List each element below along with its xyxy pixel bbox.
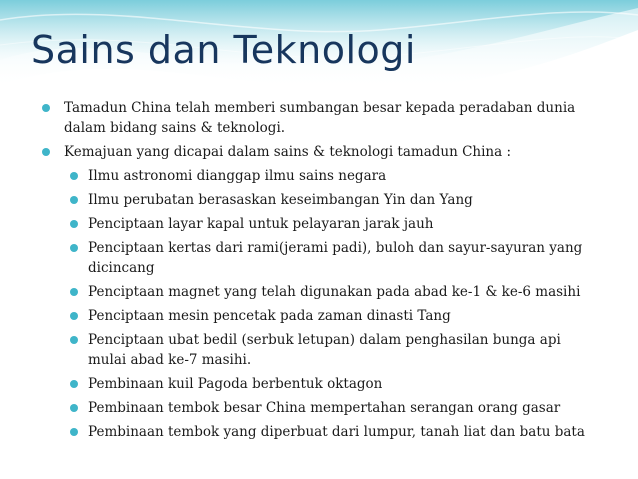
bullet-item: [0, 398, 638, 418]
bullet-icon: [70, 428, 78, 436]
bullet-icon: [70, 404, 78, 412]
bullet-item: [0, 282, 638, 302]
bullet-text: Penciptaan magnet yang telah digunakan pada abad ke-1 & ke-6 masihi: [88, 284, 581, 300]
bullet-text: Tamadun China telah memberi sumbangan besar kepada peradaban dunia dalam bidang sains & teknologi.: [64, 100, 576, 136]
bullet-text: Pembinaan tembok yang diperbuat dari lumpur, tanah liat dan batu bata: [88, 424, 585, 440]
bullet-item: [0, 166, 638, 186]
bullet-text: Ilmu perubatan berasaskan keseimbangan Yin dan Yang: [88, 192, 473, 208]
bullet-icon: [70, 312, 78, 320]
bullet-icon: [70, 172, 78, 180]
bullet-text: Pembinaan kuil Pagoda berbentuk oktagon: [88, 376, 383, 392]
bullet-item: [0, 214, 638, 234]
bullet-text: Penciptaan ubat bedil (serbuk letupan) dalam penghasilan bunga api mulai abad ke-7 masihi.: [88, 332, 561, 368]
slide-title: Sains dan Teknologi: [31, 28, 416, 72]
bullet-text: Penciptaan kertas dari rami(jerami padi), buloh dan sayur-sayuran yang dicincang: [88, 240, 583, 276]
bullet-item: [0, 238, 638, 278]
bullet-text: Penciptaan mesin pencetak pada zaman dinasti Tang: [88, 308, 451, 324]
bullet-icon: [70, 244, 78, 252]
bullet-item: [0, 330, 638, 370]
bullet-item: [0, 190, 638, 210]
bullet-text: Pembinaan tembok besar China mempertahan serangan orang gasar: [88, 400, 561, 416]
bullet-item: [0, 374, 638, 394]
bullet-icon: [70, 196, 78, 204]
bullet-text: Kemajuan yang dicapai dalam sains & teknologi tamadun China :: [64, 144, 511, 160]
bullet-list: [0, 98, 638, 446]
bullet-icon: [70, 220, 78, 228]
bullet-icon: [42, 148, 50, 156]
bullet-icon: [42, 104, 50, 112]
bullet-item: [0, 422, 638, 442]
bullet-text: Penciptaan layar kapal untuk pelayaran jarak jauh: [88, 216, 434, 232]
bullet-icon: [70, 336, 78, 344]
bullet-icon: [70, 288, 78, 296]
bullet-item: [0, 306, 638, 326]
bullet-item: [0, 98, 638, 138]
bullet-icon: [70, 380, 78, 388]
bullet-text: Ilmu astronomi dianggap ilmu sains negara: [88, 168, 387, 184]
bullet-item: [0, 142, 638, 162]
